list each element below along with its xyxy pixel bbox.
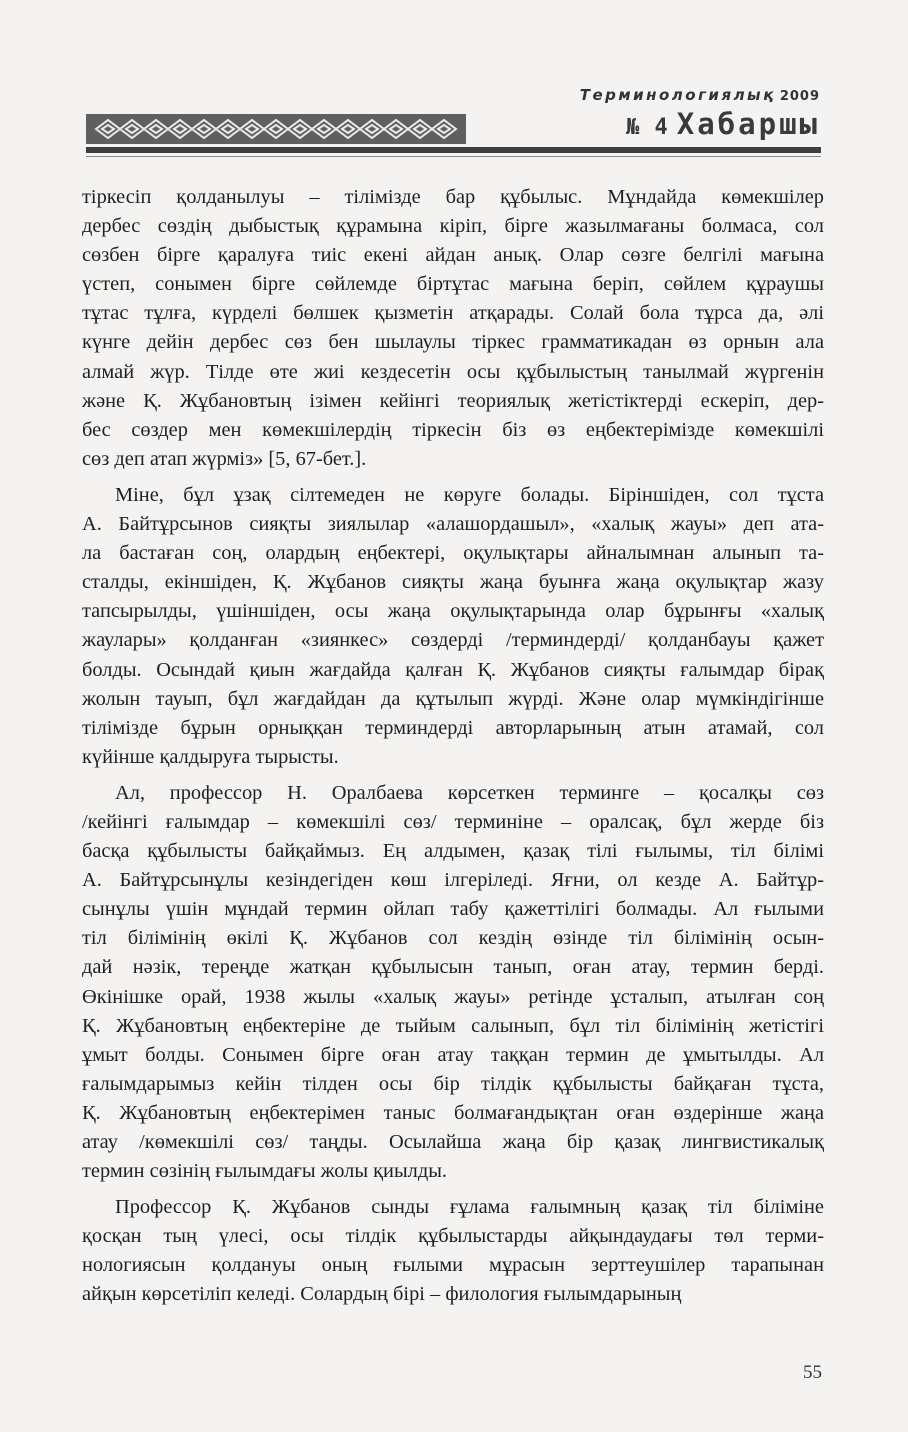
text-line: сынұлы үшін мұндай термин ойлап табу қажеттілігі болмады. Ал ғылыми: [82, 898, 824, 921]
issue-heading: [626, 107, 820, 141]
text-line: тіркесіп қолданылуы – тілімізде бар құбылыс. Мұндайда көмекшілер: [82, 186, 824, 208]
text-line: күнге дейін дербес сөз бен шылаулы тіркес грамматикадан өз орнын ала: [82, 331, 824, 354]
paragraph: [82, 1193, 824, 1309]
issue-number: № 4: [626, 115, 669, 140]
text-line: термин сөзінің ғылымдағы жолы қиылды.: [82, 1160, 447, 1183]
text-line: атау /көмекшілі сөз/ таңды. Осылайша жаңа бір қазақ лингвистикалық: [82, 1131, 824, 1153]
journal-title: [580, 86, 820, 104]
text-line: нологиясын қолдануы оның ғылыми мұрасын зерттеушілер тарапынан: [82, 1254, 824, 1277]
ornament-pattern-icon: [86, 114, 466, 144]
text-line: дай нәзік, тереңде жатқан құбылысын танып, оған атау, термин берді.: [82, 956, 824, 979]
issue-name: Хабаршы: [676, 107, 820, 141]
paragraph: [82, 481, 824, 772]
paragraph-gap: [82, 772, 824, 779]
text-line: сталды, екіншіден, Қ. Жұбанов сияқты жаңа буынға жаңа оқулықтар жазу: [82, 571, 824, 594]
header-rule: [86, 147, 821, 153]
text-line: Профессор Қ. Жұбанов сынды ғұлама ғалымның қазақ тіл біліміне: [115, 1196, 824, 1219]
text-line: ұмыт болды. Сонымен бірге оған атау таққан термин де ұмытылды. Ал: [82, 1043, 824, 1066]
page-number: 55: [803, 1362, 822, 1383]
paragraph-gap: [82, 474, 824, 481]
text-line: күйінше қалдыруға тырысты.: [82, 745, 339, 768]
text-line: Міне, бұл ұзақ сілтемеден не көруге болады. Біріншіден, сол тұста: [115, 483, 824, 506]
text-line: қосқан тың үлесі, осы тілдік құбылыстарды айқындаудағы төл терми-: [82, 1225, 824, 1248]
text-line: Өкінішке орай, 1938 жылы «халық жауы» ретінде ұсталып, атылған соң: [82, 985, 824, 1008]
text-line: басқа құбылысты байқаймыз. Ең алдымен, қазақ тілі ғылымы, тіл білімі: [82, 840, 824, 863]
text-line: жаулары» қолданған «зиянкес» сөздерді /терминдерді/ қолданбауы қажет: [82, 629, 824, 652]
header-rule-thin: [86, 156, 821, 157]
text-line: ла бастаған соң, олардың еңбектері, оқулықтары айналымнан алынып та-: [82, 542, 824, 565]
ornament-band: [86, 114, 466, 144]
text-line: ғалымдарымыз кейін тілден осы бір тілдік құбылысты байқаған тұста,: [82, 1072, 824, 1095]
text-line: үстеп, сонымен бірге сөйлемде біртұтас мағына беріп, сөйлем құраушы: [82, 273, 824, 296]
text-line: сөзбен бірге қаралуға тиіс екені айдан анық. Олар сөзге белгілі мағына: [82, 244, 824, 267]
text-line: тіл білімінің өкілі Қ. Жұбанов сол кездің өзінде тіл білімінің осын-: [82, 927, 824, 950]
article-body: [82, 183, 824, 1310]
journal-title-text: Терминологиялық: [579, 86, 776, 104]
text-line: болды. Осындай қиын жағдайда қалған Қ. Жұбанов сияқты ғалымдар бірақ: [82, 658, 824, 681]
text-line: дербес сөздің дыбыстық құрамына кіріп, бірге жазылмағаны болмаса, сол: [82, 215, 824, 238]
text-line: /кейінгі ғалымдар – көмекшілі сөз/ терминіне – оралсақ, бұл жерде біз: [82, 810, 824, 833]
text-line: Ал, профессор Н. Оралбаева көрсеткен терминге – қосалқы сөз: [115, 781, 824, 804]
journal-year: 2009: [779, 89, 820, 104]
text-line: Қ. Жұбановтың еңбектерімен таныс болмағандықтан оған өздерінше жаңа: [82, 1101, 824, 1124]
text-line: Қ. Жұбановтың еңбектеріне де тыйым салынып, бұл тіл білімінің жетістігі: [82, 1014, 824, 1037]
text-line: А. Байтұрсынұлы кезіндегіден көш ілгеріледі. Яғни, ол кезде А. Байтұр-: [82, 869, 824, 892]
text-line: бес сөздер мен көмекшілердің тіркесін біз өз еңбектерімізде көмекшілі: [82, 418, 824, 441]
text-line: айқын көрсетіліп келеді. Солардың бірі – филология ғылымдарының: [82, 1283, 682, 1306]
text-line: тапсырылды, үшіншіден, осы жаңа оқулықтарында олар бұрынғы «халық: [82, 600, 824, 623]
text-line: тілімізде бұрын орныққан терминдерді авторларының атын атамай, сол: [82, 716, 824, 739]
paragraph: [82, 183, 824, 474]
text-line: А. Байтұрсынов сияқты зиялылар «алашордашыл», «халық жауы» деп ата-: [82, 513, 824, 536]
text-line: алмай жүр. Тілде өте жиі кездесетін осы құбылыстың танылмай жүргенін: [82, 360, 824, 383]
text-line: және Қ. Жұбановтың ізімен кейінгі теориялық жетістіктерді ескеріп, дер-: [82, 389, 824, 412]
text-line: сөз деп атап жүрміз» [5, 67-бет.].: [82, 447, 367, 470]
text-line: жолын тауып, бұл жағдайдан да құтылып жүрді. Және олар мүмкіндігінше: [82, 687, 824, 710]
paragraph-gap: [82, 1186, 824, 1193]
paragraph: [82, 779, 824, 1186]
text-line: тұтас тұлға, күрделі бөлшек қызметін атқарады. Солай бола тұрса да, әлі: [82, 302, 824, 325]
